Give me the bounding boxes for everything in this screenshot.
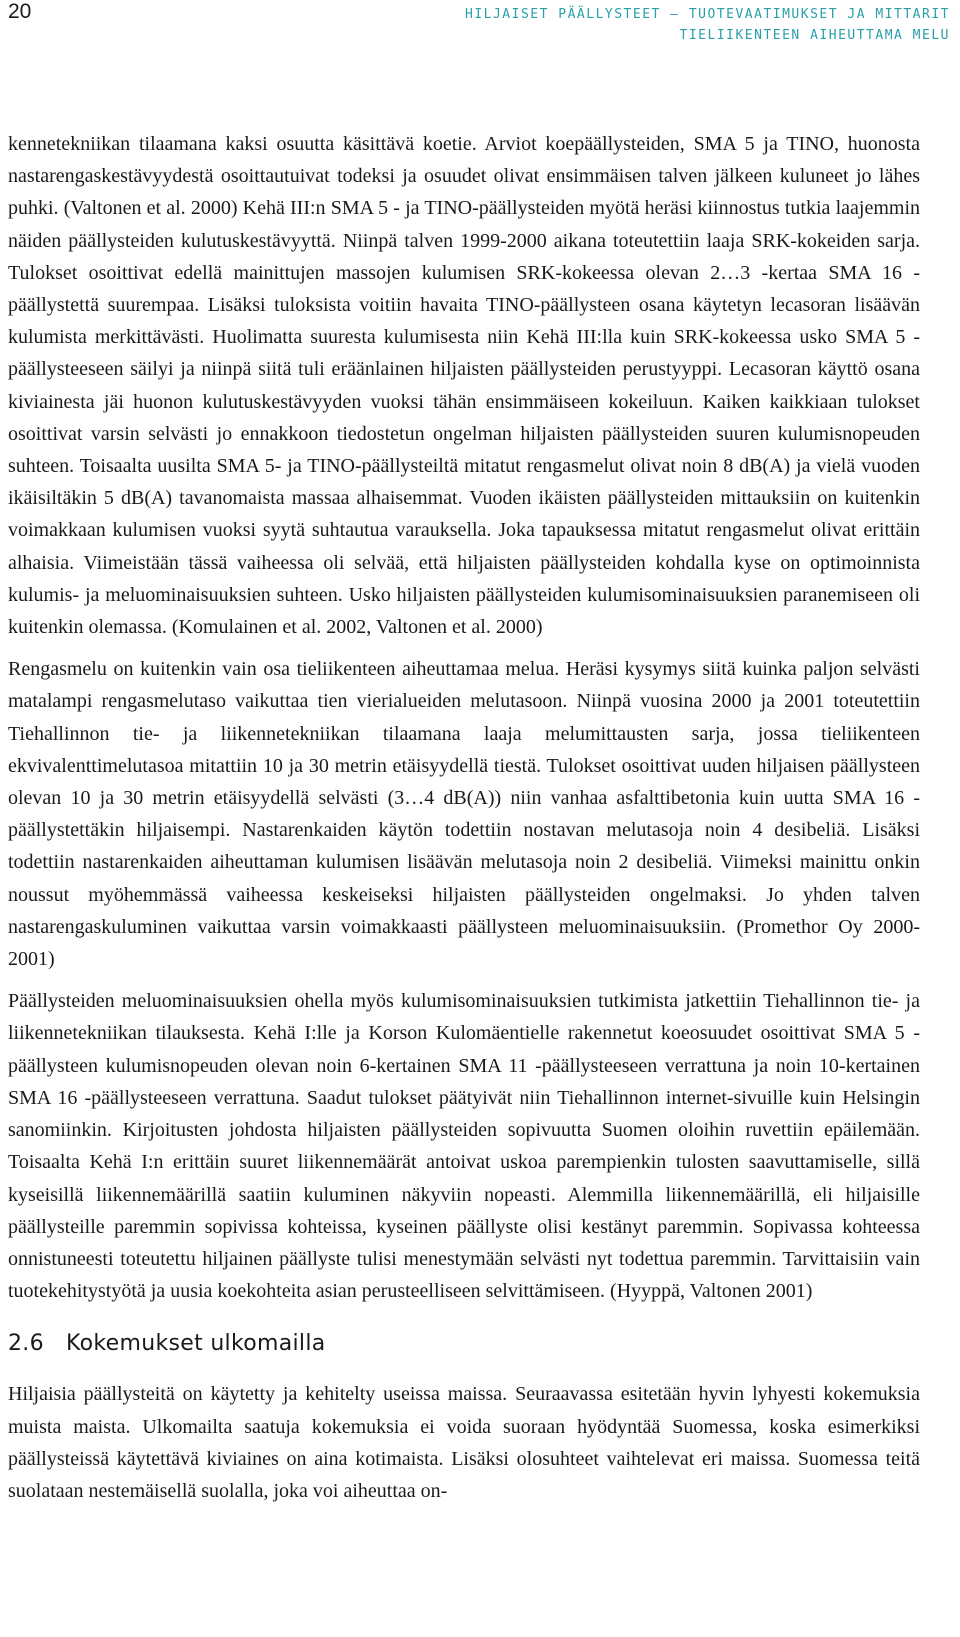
section-number: 2.6 [8,1331,44,1357]
running-title-line-1: HILJAISET PÄÄLLYSTEET – TUOTEVAATIMUKSET JA MITTARIT [465,7,950,22]
section-heading [8,1331,920,1356]
page-header [0,0,960,60]
running-title [465,4,950,46]
body-paragraph: Päällysteiden meluominaisuuksien ohella myös kulumisominaisuuksien tutkimista jatkettiin Tiehallinnon tie- ja liikennetekniikan tilauksesta. Kehä I:lle ja Korson Kulomäentielle rakennetut koeosuudet osoittivat SMA 5 -päällysteen kulumisnopeuden olevan noin 6-kertainen SMA 11 -päällysteeseen verrattuna ja noin 10-kertainen SMA 16 -päällysteeseen verrattuna. Saadut tulokset päätyivät niin Tiehallinnon internet-sivuille kuin Helsingin sanomiinkin. Kirjoitusten johdosta hiljaisten päällysteiden sopivuutta Suomen oloihin ruvettiin epäilemään. Toisaalta Kehä I:n erittäin suuret liikennemäärät antoivat uskoa parempienkin tulosten saavuttamiselle, sillä kyseisillä liikennemäärillä saatiin kuluminen näkyviin nopeasti. Alemmilla liikennemäärillä, eli hiljaisille päällysteille paremmin sopivissa kohteissa, kyseinen päällyste olisi kestänyt paremmin. Sopivassa kohteessa onnistuneesti toteutettu hiljainen päällyste tulisi menestymään selvästi nyt todettua paremmin. Tarvittaisiin vain tuotekehitystyötä ja uusia koekohteita asian perusteelliseen selvittämiseen. (Hyyppä, Valtonen 2001) [8,990,920,1303]
page-number: 20 [8,0,32,23]
running-title-line-2: TIELIIKENTEEN AIHEUTTAMA MELU [679,28,950,43]
section-paragraph: Hiljaisia päällysteitä on käytetty ja kehitelty useissa maissa. Seuraavassa esitetään hyvin lyhyesti kokemuksia muista maista. Ulkomailta saatuja kokemuksia ei voida suoraan hyödyntää Suomessa, koska esimerkiksi päällysteissä käytettävä kiviaines on aina kotimaista. Lisäksi olosuhteet vaihtelevat eri maissa. Suomessa teitä suolataan nestemäisellä suolalla, joka voi aiheuttaa on- [8,1383,920,1502]
page-body [8,128,920,1507]
body-paragraph: Rengasmelu on kuitenkin vain osa tieliikenteen aiheuttamaa melua. Heräsi kysymys siitä kuinka paljon selvästi matalampi rengasmelutaso vaikuttaa tien vierialueiden melutasoon. Niinpä vuosina 2000 ja 2001 toteutettiin Tiehallinnon tie- ja liikennetekniikan tilaamana laaja melumittausten sarja, jossa tieliikenteen ekvivalenttimelutasoa mitattiin 10 ja 30 metrin etäisyydellä tiestä. Tulokset osoittivat uuden hiljaisen päällysteen olevan 10 ja 30 metrin etäisyydellä selvästi (3…4 dB(A)) niin vanhaa asfalttibetonia kuin uutta SMA 16 -päällystettäkin hiljaisempi. Nastarenkaiden käytön todettiin nostavan melutasoja noin 4 desibeliä. Lisäksi todettiin nastarenkaiden aiheuttaman kulumisen lisäävän melutasoja noin 2 desibeliä. Viimeksi mainittu onkin noussut myöhemmässä vaiheessa keskeiseksi hiljaisten päällysteiden ongelmaksi. Jo yhden talven nastarengaskuluminen vaikuttaa varsin voimakkaasti päällysteen meluominaisuuksiin. (Promethor Oy 2000-2001) [8,658,920,971]
body-paragraph: kennetekniikan tilaamana kaksi osuutta käsittävä koetie. Arviot koepäällysteiden, SMA 5 ja TINO, huonosta nastarengaskestävyydestä osoittautuivat todeksi ja osuudet olivat ensimmäisen talven jälkeen kuluneet jo lähes puhki. (Valtonen et al. 2000) Kehä III:n SMA 5 - ja TINO-päällysteiden myötä heräsi kiinnostus tutkia laajemmin näiden päällysteiden kulutuskestävyyttä. Niinpä talven 1999-2000 aikana toteutettiin laaja SRK-kokeiden sarja. Tulokset osoittivat edellä mainittujen massojen kulumisen SRK-kokeessa olevan 2…3 -kertaa SMA 16 -päällystettä suurempaa. Lisäksi tuloksista voitiin havaita TINO-päällysteen osana käytetyn lecasoran lisäävän kulumista merkittävästi. Huolimatta suuresta kulumisesta niin Kehä III:lla kuin SRK-kokeessa usko SMA 5 -päällysteeseen säilyi ja niinpä siitä tuli eräänlainen hiljaisten päällysteiden perustyyppi. Lecasoran käyttö osana kiviainesta jäi huonon kulutuskestävyyden vuoksi tähän ensimmäiseen kokeiluun. Kaiken kaikkiaan tulokset osoittivat varsin selvästi jo ennakkoon tiedostetun ongelman hiljaisten päällysteiden suuren kulumisnopeuden suhteen. Toisaalta uusilta SMA 5- ja TINO-päällysteiltä mitatut rengasmelut olivat noin 8 dB(A) ja vielä vuoden ikäisiltäkin 5 dB(A) tavanomaista massaa alhaisemmat. Vuoden ikäisten päällysteiden mittauksiin on kuitenkin voimakkaan kulumisen vuoksi syytä suhtautua varauksella. Joka tapauksessa mitatut rengasmelut olivat erittäin alhaisia. Viimeistään tässä vaiheessa oli selvää, että hiljaisten päällysteiden kohdalla kyse on optimoinnista kulumis- ja meluominaisuuksien suhteen. Usko hiljaisten päällysteiden kulumisominaisuuksien paranemiseen oli kuitenkin olemassa. (Komulainen et al. 2002, Valtonen et al. 2000) [8,133,920,639]
section-title: Kokemukset ulkomailla [66,1331,326,1357]
